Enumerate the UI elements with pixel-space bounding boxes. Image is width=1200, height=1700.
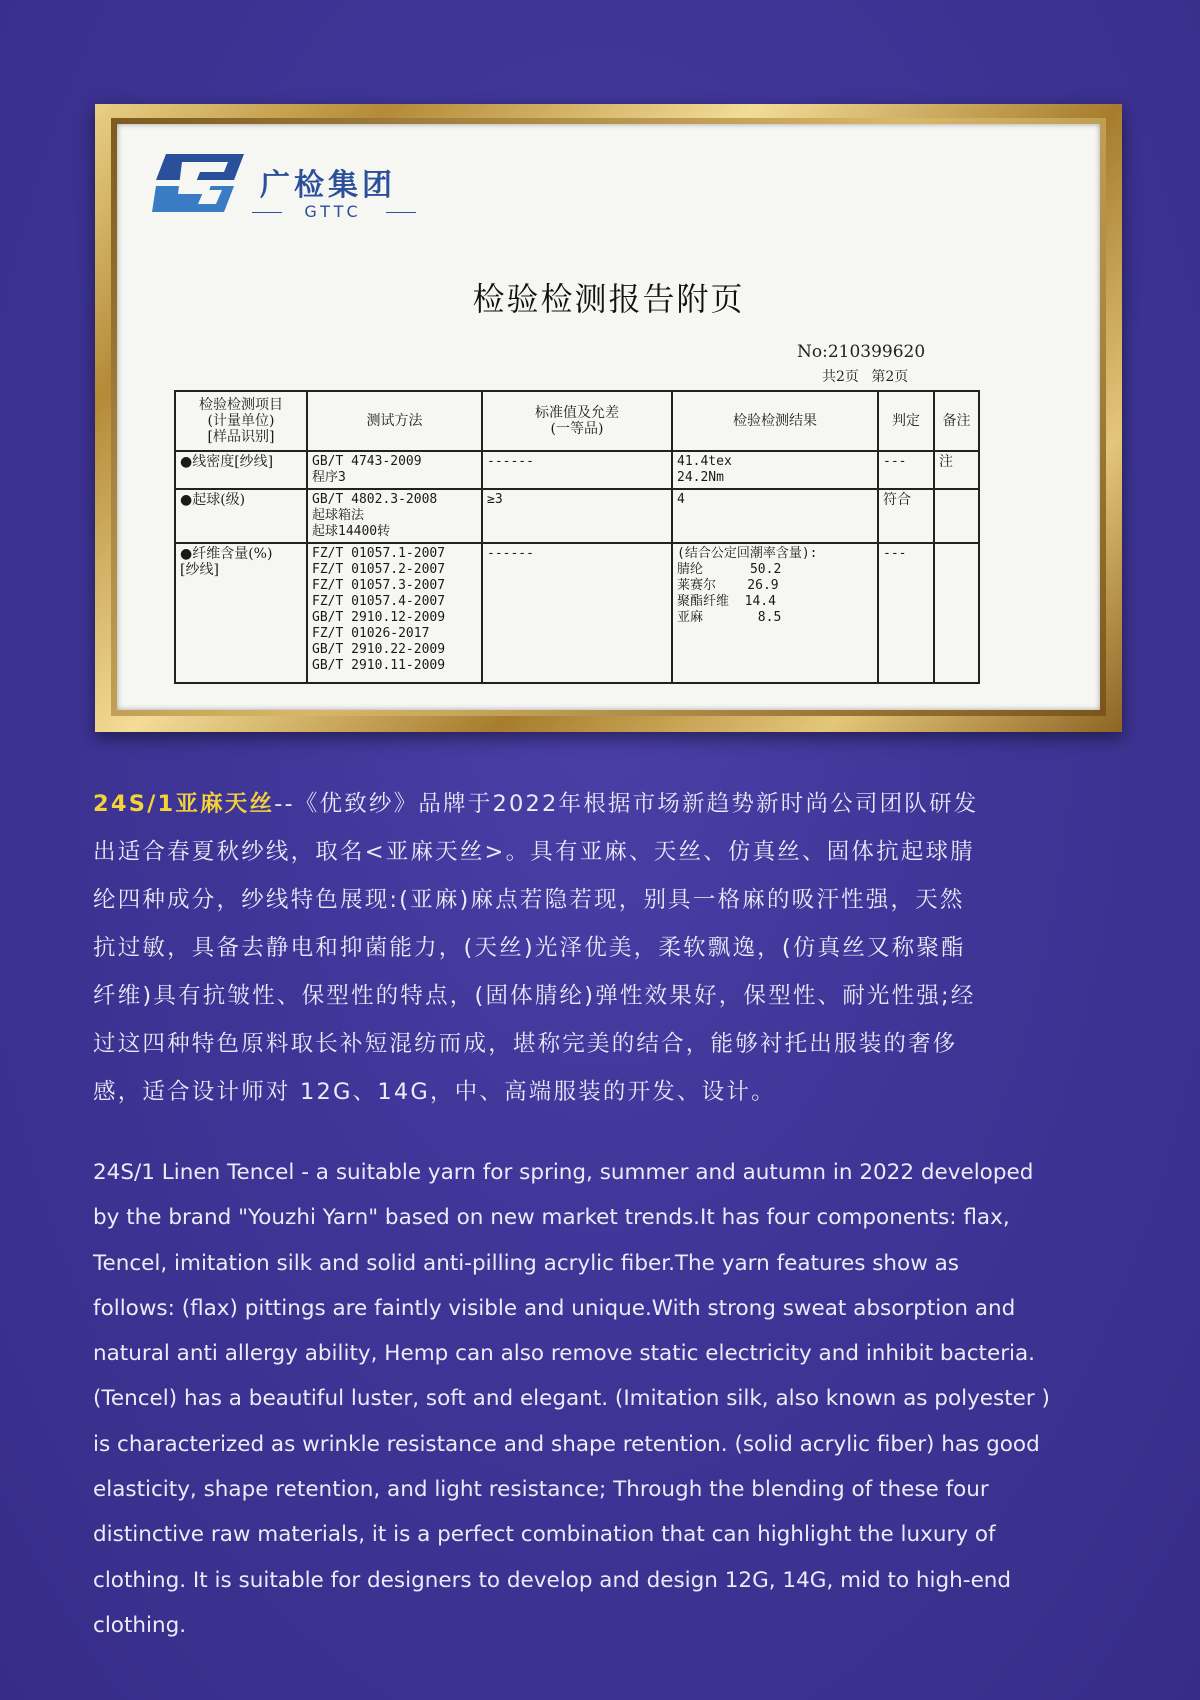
- header-judgement: 判定: [878, 391, 934, 451]
- description-english-line: clothing. It is suitable for designers to develop and design 12G, 14G, mid to high-end: [93, 1567, 1012, 1593]
- report-page-count: 共2页 第2页: [822, 369, 909, 385]
- header-item: 检验检测项目 (计量单位) [样品识别]: [175, 391, 307, 451]
- description-chinese-line: 出适合春夏秋纱线，取名<亚麻天丝>。具有亚麻、天丝、仿真丝、固体抗起球腈: [93, 839, 975, 865]
- header-method: 测试方法: [307, 391, 482, 451]
- description-chinese-line: 纤维)具有抗皱性、保型性的特点，(固体腈纶)弹性效果好，保型性、耐光性强;经: [93, 983, 976, 1009]
- header-result: 检验检测结果: [672, 391, 878, 451]
- cell-remark: [934, 543, 979, 683]
- logo-name-cn: 广检集团: [260, 168, 396, 203]
- cell-item: ●线密度[纱线]: [175, 451, 307, 489]
- frame-inner-bevel: [111, 118, 1106, 716]
- cell-remark: [934, 489, 979, 543]
- cell-result: (结合公定回潮率含量): 腈纶 50.2 莱赛尔 26.9 聚酯纤维 14.4 亚麻 8.5: [672, 543, 878, 683]
- cell-result: 41.4tex 24.2Nm: [672, 451, 878, 489]
- product-title: 24S/1亚麻天丝: [93, 791, 275, 817]
- description-chinese: [93, 780, 1133, 1116]
- cell-remark: 注: [934, 451, 979, 489]
- gttc-logo: [152, 150, 412, 230]
- cell-judgement: 符合: [878, 489, 934, 543]
- cell-standard: ------: [482, 543, 672, 683]
- description-english-line: (Tencel) has a beautiful luster, soft and elegant. (Imitation silk, also known as polyester ): [93, 1386, 1050, 1412]
- table-row: [175, 451, 979, 489]
- cell-judgement: ---: [878, 451, 934, 489]
- description-english-line: elasticity, shape retention, and light resistance; Through the blending of these four: [93, 1477, 989, 1503]
- cell-standard: ------: [482, 451, 672, 489]
- description-chinese-line: 纶四种成分，纱线特色展现:(亚麻)麻点若隐若现，别具一格麻的吸汗性强，天然: [93, 887, 965, 913]
- cell-result: 4: [672, 489, 878, 543]
- cell-method: FZ/T 01057.1-2007 FZ/T 01057.2-2007 FZ/T 01057.3-2007 FZ/T 01057.4-2007 GB/T 2910.12-2009 FZ/T 01026-2017 GB/T 2910.22-2009 GB/T 2910.11-2009: [307, 543, 482, 683]
- cell-method: GB/T 4802.3-2008 起球箱法 起球14400转: [307, 489, 482, 543]
- report-paper: [117, 124, 1100, 710]
- description-english-line: clothing.: [93, 1612, 187, 1638]
- header-standard: 标准值及允差 (一等品): [482, 391, 672, 451]
- description-chinese-line: 24S/1亚麻天丝--《优致纱》品牌于2022年根据市场新趋势新时尚公司团队研发: [93, 791, 979, 817]
- picture-frame: [95, 104, 1122, 732]
- description-english-line: follows: (flax) pittings are faintly visible and unique.With strong sweat absorption and: [93, 1295, 1016, 1321]
- report-number: No:210399620: [797, 342, 926, 362]
- cell-judgement: ---: [878, 543, 934, 683]
- cell-standard: ≥3: [482, 489, 672, 543]
- description-english-line: 24S/1 Linen Tencel - a suitable yarn for spring, summer and autumn in 2022 developed: [93, 1160, 1034, 1185]
- description-english-line: natural anti allergy ability, Hemp can also remove static electricity and inhibit bacteria.: [93, 1341, 1036, 1367]
- gttc-logo-icon: [152, 150, 248, 216]
- description-english-line: by the brand "Youzhi Yarn" based on new market trends.It has four components: flax,: [93, 1205, 1010, 1231]
- report-title: 检验检测报告附页: [472, 280, 745, 318]
- description-chinese-line: 感，适合设计师对 12G、14G，中、高端服装的开发、设计。: [93, 1079, 776, 1105]
- description-english-line: is characterized as wrinkle resistance and shape retention. (solid acrylic fiber) has good: [93, 1431, 1040, 1457]
- table-header-row: [175, 391, 979, 451]
- description-english-line: distinctive raw materials, it is a perfect combination that can highlight the luxury of: [93, 1522, 996, 1548]
- description-english-line: Tencel, imitation silk and solid anti-pilling acrylic fiber.The yarn features show as: [93, 1250, 960, 1276]
- cell-method: GB/T 4743-2009 程序3: [307, 451, 482, 489]
- cell-item: ●起球(级): [175, 489, 307, 543]
- description-english: [93, 1150, 1123, 1648]
- table-row: [175, 543, 979, 683]
- description-chinese-line: 抗过敏，具备去静电和抑菌能力，(天丝)光泽优美，柔软飘逸，(仿真丝又称聚酯: [93, 935, 966, 961]
- header-remark: 备注: [934, 391, 979, 451]
- logo-name-en: GTTC: [258, 202, 408, 221]
- inspection-table: [174, 390, 980, 684]
- cell-item: ●纤维含量(%) [纱线]: [175, 543, 307, 683]
- description-chinese-line: 过这四种特色原料取长补短混纺而成，堪称完美的结合，能够衬托出服装的奢侈: [93, 1031, 958, 1057]
- table-row: [175, 489, 979, 543]
